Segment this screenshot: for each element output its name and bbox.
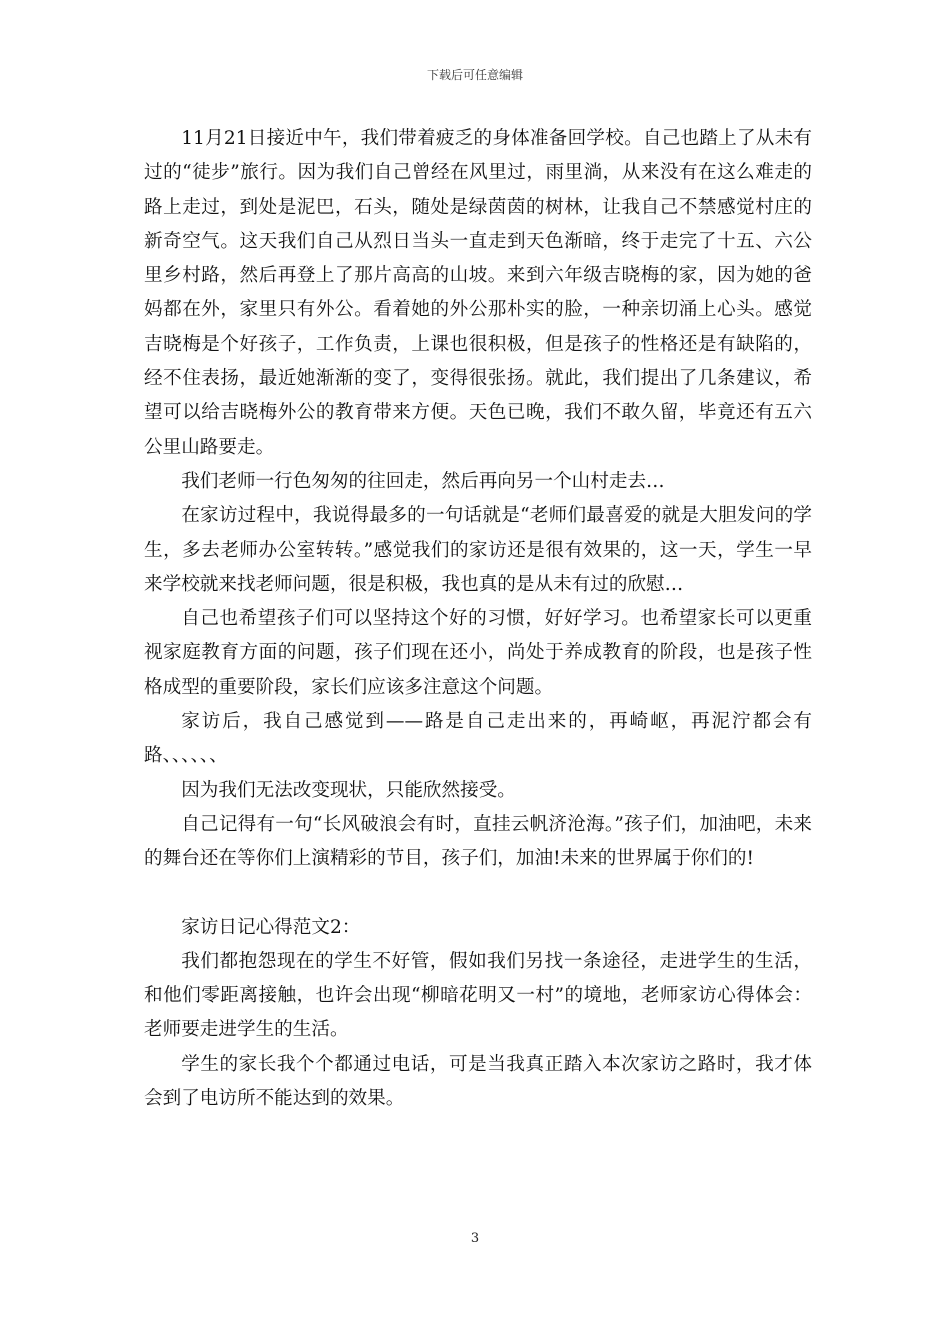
section-2-heading: 家访日记心得范文2：	[181, 916, 361, 938]
section-2-paragraph-2: 学生的家长我个个都通过电话，可是当我真正踏入本次家访之路时，我才体会到了电访所不能达到的效果。	[144, 1053, 812, 1110]
paragraph-5: 家访后，我自己感觉到——路是自己走出来的，再崎岖，再泥泞都会有路、、、、、、	[144, 711, 812, 767]
paragraph-1: 11月21日接近中午，我们带着疲乏的身体准备回学校。自己也踏上了从未有过的“徒步”旅行。因为我们自己曾经在风里过，雨里淌，从来没有在这么难走的路上走过，到处是泥巴，石头，随处是绿茵茵的树林，让我自己不禁感觉村庄的新奇空气。这天我们自己从烈日当头一直走到天色渐暗，终于走完了十五、六公里乡村路，然后再登上了那片高高的山坡。来到六年级吉晓梅的家，因为她的爸妈都在外，家里只有外公。看着她的外公那朴实的脸，一种亲切涌上心头。感觉吉晓梅是个好孩子，工作负责，上课也很积极，但是孩子的性格还是有缺陷的，经不住表扬，最近她渐渐的变了，变得很张扬。就此，我们提出了几条建议，希望可以给吉晓梅外公的教育带来方便。天色已晚，我们不敢久留，毕竟还有五六公里山路要走。	[144, 128, 812, 458]
paragraph-6: 因为我们无法改变现状，只能欣然接受。	[181, 779, 516, 801]
paragraph-2: 我们老师一行色匆匆的往回走，然后再向另一个山村走去…	[181, 470, 665, 492]
paragraph-3: 在家访过程中，我说得最多的一句话就是“老师们最喜爱的就是大胆发问的学生，多去老师办公室转转。”感觉我们的家访还是很有效果的，这一天，学生一早来学校就来找老师问题，很是积极，我也真的是从未有过的欣慰…	[144, 505, 812, 595]
document-body	[144, 122, 812, 1116]
section-2-paragraph-1: 我们都抱怨现在的学生不好管，假如我们另找一条途径，走进学生的生活，和他们零距离接触，也许会出现“柳暗花明又一村”的境地，老师家访心得体会：老师要走进学生的生活。	[144, 950, 812, 1041]
page-header: 下载后可任意编辑	[426, 68, 523, 82]
section-spacer	[144, 877, 812, 911]
paragraph-7: 自己记得有一句“长风破浪会有时，直挂云帆济沧海。”孩子们，加油吧，未来的舞台还在等你们上演精彩的节目，孩子们，加油!未来的世界属于你们的!	[144, 813, 812, 870]
paragraph-4: 自己也希望孩子们可以坚持这个好的习惯，好好学习。也希望家长可以更重视家庭教育方面的问题，孩子们现在还小，尚处于养成教育的阶段，也是孩子性格成型的重要阶段，家长们应该多注意这个问题。	[144, 608, 812, 698]
page-number: 3	[470, 1231, 480, 1246]
